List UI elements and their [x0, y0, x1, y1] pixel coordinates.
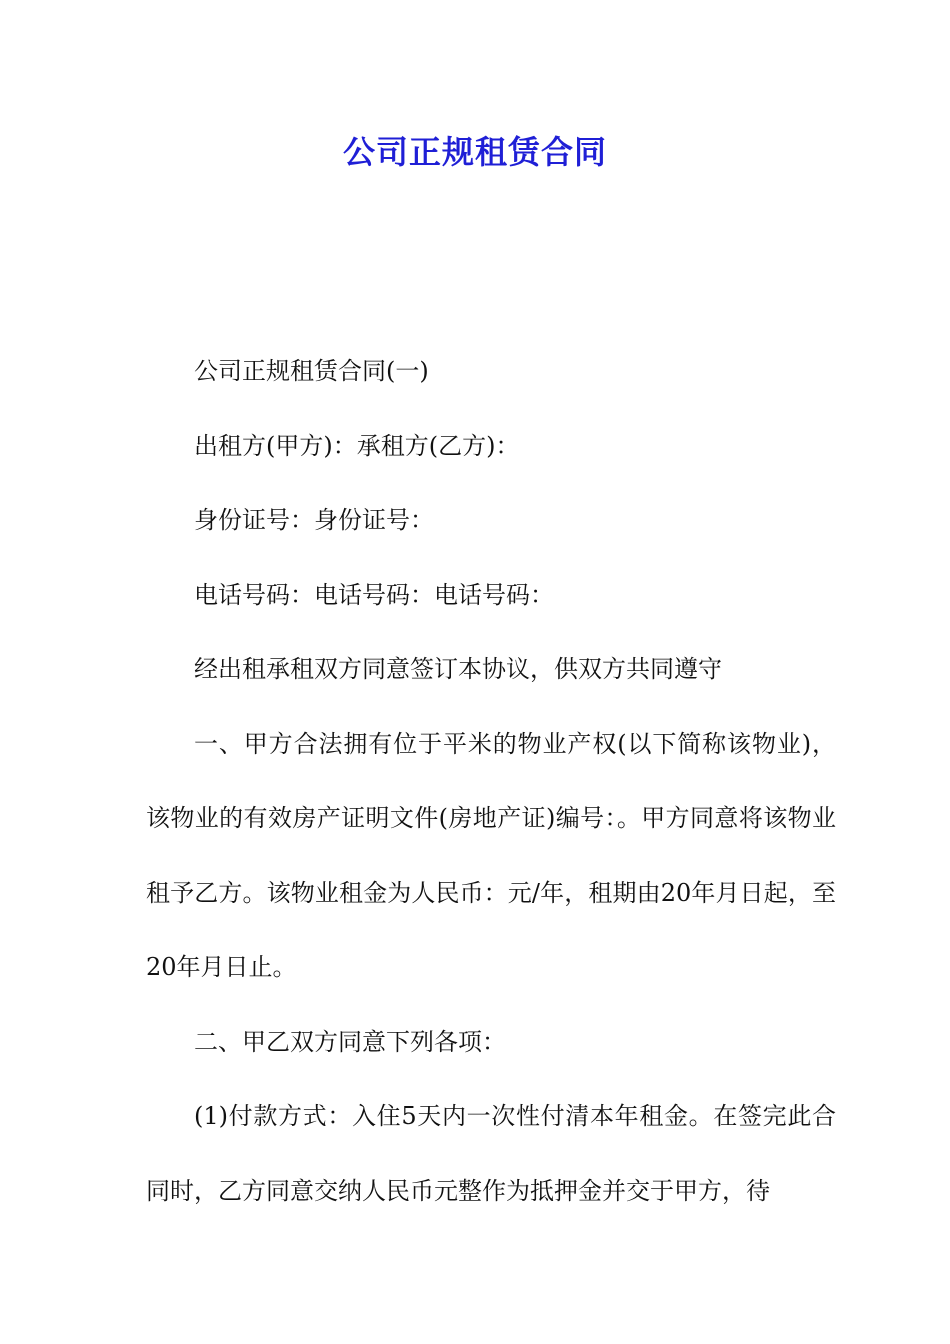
document-title: 公司正规租赁合同: [342, 133, 607, 171]
clause-payment-method: (1)付款方式：入住5天内一次性付清本年租金。在签完此合同时，乙方同意交纳人民币元整作为抵押金并交于甲方，待: [146, 1102, 836, 1205]
parties-line: 出租方(甲方)：承租方(乙方)：: [194, 431, 520, 460]
contract-subtitle: 公司正规租赁合同(一): [194, 357, 429, 385]
id-number-line: 身份证号：身份证号：: [194, 506, 434, 534]
phone-number-line: 电话号码：电话号码：电话号码：: [194, 580, 554, 609]
clause-one: 一、甲方合法拥有位于平米的物业产权(以下简称该物业)，该物业的有效房产证明文件(房地产证)编号：。甲方同意将该物业租予乙方。该物业租金为人民币：元/年，租期由20年月日起，至20年月日止。: [146, 729, 836, 981]
clause-two-heading: 二、甲乙双方同意下列各项：: [194, 1027, 506, 1056]
agreement-intro: 经出租承租双方同意签订本协议，供双方共同遵守: [194, 655, 722, 683]
document-body: [146, 334, 836, 1228]
